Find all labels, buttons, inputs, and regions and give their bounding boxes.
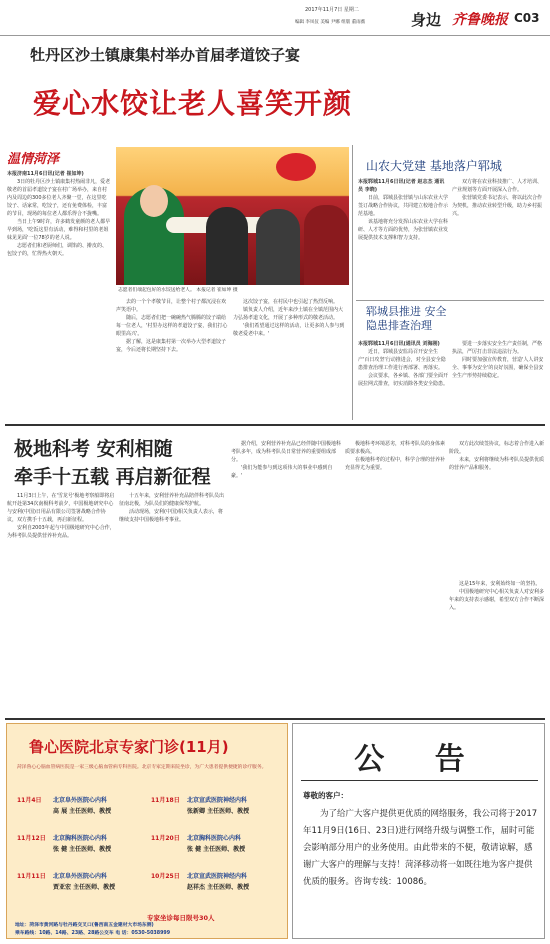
paragraph: 近日，郓城县安监局召开安全生产'百日攻坚'行动推进会，对全县安全隐患排查治理工作进行再部署、再落实。 <box>358 349 446 371</box>
story1-column-2 <box>116 298 228 416</box>
story4-headline-2: 牵手十五载 再启新征程 <box>14 466 211 488</box>
hospital-ad <box>6 723 288 939</box>
story3-byline: 本报郓城11月6日讯(通讯员 刘海刚) <box>358 341 440 347</box>
paragraph: 未来，安利将继续为科考队员提供优质的营养产品和服务。 <box>449 457 545 471</box>
divider <box>356 300 544 301</box>
story4-column-1 <box>7 492 115 714</box>
schedule-entry <box>17 870 145 904</box>
person-figure <box>256 209 300 285</box>
schedule-date: 11月11日 <box>17 873 46 880</box>
paragraph: 这是15年来，安利始终如一的坚持。 <box>459 581 541 587</box>
divider <box>301 780 538 781</box>
paragraph: 极地科考环境恶劣，对科考队员的身体素质要求极高。 <box>345 441 445 455</box>
paragraph: 中国极地研究中心相关负责人对安利多年来的支持表示感谢，希望双方合作不断深入。 <box>449 589 545 611</box>
paragraph: 镇负责人介绍，近年来沙土镇在全镇范围内大力弘扬孝道文化，开展了多种形式的敬老活动。 <box>233 307 344 321</box>
notice-box <box>292 723 545 939</box>
paragraph: 当日上午9时许，许多鹤发童颜的老人都早早到场，'吃饭这里有活动，难得和村里的老姐妹见见面'一位78岁的老人说。 <box>7 219 111 241</box>
schedule-doctor: 高 展 主任医师、教授 <box>53 808 112 815</box>
ad-transport: 乘车路线：10路、14路、23路、28路公交车 电 话：0530-5038999 <box>15 931 171 936</box>
paragraph: 安利自2003年起与中国极地研究中心合作，为科考队员提供营养补充品。 <box>7 525 115 539</box>
schedule-doctor: 张 健 主任医师、教授 <box>187 846 246 853</box>
story4-column-6 <box>449 580 545 714</box>
schedule-hospital: 北京宣武医院神经内科 <box>187 873 248 880</box>
paragraph: 据了解，这是康集村第一次举办大型孝道饺子宴，今后还将长期坚持下去。 <box>116 339 227 353</box>
paragraph: 会议要求，各乡镇、各部门要全面开展拉网式排查，切实消除各类安全隐患。 <box>358 373 448 387</box>
story1-byline: 本报济南11月6日讯(记者 崔如坤) <box>7 171 84 177</box>
schedule-entry <box>151 870 279 904</box>
page-number: C03 <box>514 11 540 25</box>
paragraph: 该基地将充分发挥山东农业大学在科研、人才等方面的优势，为张营镇农业发展提供技术支撑和智力支持。 <box>358 219 448 241</box>
story1-headline: 爱心水饺让老人喜笑开颜 <box>33 87 353 120</box>
ad-schedule <box>17 794 279 914</box>
schedule-doctor: 张 健 主任医师、教授 <box>53 846 112 853</box>
ad-hotline: 专家坐诊每日限号30人 <box>147 914 215 922</box>
story3-column-2 <box>452 340 544 420</box>
story2-headline: 山农大党建 基地落户郓城 <box>366 159 502 173</box>
paragraph: 活动现场，安利(中国)相关负责人表示，将继续支持中国极地科考事业。 <box>119 509 223 523</box>
paragraph: 去的一个个孝敬节目，让整个村子都沉浸在欢声笑语中。 <box>116 299 227 313</box>
story4-column-3 <box>231 440 341 714</box>
notice-body: 为了给广大客户提供更优质的网络服务，我公司将于2017年11月9日(16日、23日)进行网络升级与调整工作，届时可能会影响部分用户的业务使用。由此带来的不便，敬请谅解，感谢广大客户的理解与支持！菏泽移动将一如既往地为客户提供优质的服务。咨询专线：10086。 <box>303 809 538 887</box>
paragraph: 要进一步落实安全生产责任制，严格执法，严厉打击非法违法行为。 <box>452 341 543 355</box>
paragraph: 随后，志愿者们把一碗碗热气腾腾的饺子端给每一位老人，'村里办这样的孝道饺子宴，我们打心眼里高兴'。 <box>116 315 228 337</box>
schedule-entry <box>17 794 145 828</box>
schedule-date: 11月18日 <box>151 797 180 804</box>
story2-byline: 本报郓城11月6日讯(记者 赵志杰 通讯员 李晓) <box>358 179 445 193</box>
photo-caption: 志愿者们端起包好的水饺送给老人。 本报记者 崔如坤 摄 <box>118 288 238 293</box>
notice-salutation: 尊敬的客户： <box>303 791 348 800</box>
schedule-date: 11月20日 <box>151 835 180 842</box>
schedule-doctor: 贾亚宏 主任医师、教授 <box>53 884 116 891</box>
ad-title: 鲁心医院北京专家门诊(11月) <box>29 738 229 756</box>
story2-column-1 <box>358 178 448 298</box>
story1-photo <box>116 147 349 285</box>
story1-column-3 <box>233 298 347 416</box>
page-header <box>0 0 550 36</box>
editors-line: 编辑 李凤仪 美编 尹娜 组版 董雨薇 <box>295 20 366 25</box>
story4-column-4 <box>345 440 445 714</box>
person-figure <box>304 205 349 285</box>
warm-heze-banner: 温情菏泽 <box>7 152 60 167</box>
story4-headline-1: 极地科考 安利相随 <box>14 438 173 460</box>
paragraph: 据介绍，安利营养补充品已经伴随中国极地科考队多年，成为科考队员日常营养的重要组成部分。 <box>231 441 341 463</box>
ad-intro: 菏泽鲁心心脑血管病医院是一家三级心脑血管病专科医院。北京专家定期来院坐诊，为广大患者提供便捷的诊疗服务。 <box>17 765 267 770</box>
schedule-entry <box>151 794 279 828</box>
paragraph: 在极地科考的过程中，科学合理的营养补充显得尤为重要。 <box>345 457 445 471</box>
section-divider <box>5 424 545 426</box>
story2-column-2 <box>452 178 544 298</box>
story3-column-1 <box>358 340 448 420</box>
paragraph: 双方将在农业科技推广、人才培训、产业规划等方面开展深入合作。 <box>452 179 543 193</box>
paragraph: 3日的牡丹区沙土镇康集村热闹非凡，爱老敬老的首届孝道饺子宴在村广场举办，来自村内及周边的300多位老人齐聚一堂，在这里吃饺子、话家常，吃饺子，还有免费体检，丰富的节目，现场的每位老人都乐得合不拢嘴。 <box>7 179 111 217</box>
schedule-date: 11月12日 <box>17 835 46 842</box>
paragraph: 这次饺子宴，在村民中也引起了热烈反响。 <box>243 299 339 305</box>
section-divider <box>5 718 545 720</box>
story3-headline: 郓城县推进 安全隐患排查治理 <box>366 305 447 332</box>
brand-logo: 齐鲁晚报 <box>452 12 508 28</box>
paragraph: '我们希望通过这样的活动，让更多的人参与到敬老爱老中来。' <box>233 323 345 337</box>
schedule-doctor: 赵祥杰 主任医师、教授 <box>187 884 250 891</box>
schedule-entry <box>17 832 145 866</box>
paragraph: '我们为能参与到这项伟大的事业中感到自豪。' <box>231 465 333 479</box>
story1-kicker: 牡丹区沙土镇康集村举办首届孝道饺子宴 <box>30 46 301 64</box>
paragraph: 双方此次续签协议，标志着合作进入新阶段。 <box>449 441 545 455</box>
schedule-hospital: 北京胸科医院心内科 <box>187 835 242 842</box>
story1-column-1 <box>7 170 111 415</box>
section-name: 身边 <box>411 11 442 29</box>
schedule-hospital: 北京阜外医院心内科 <box>53 797 108 804</box>
paragraph: 11月3日上午，在'雪龙号'极地考察船即将启航开赴第34次南极科考前夕，中国极地研究中心与安利(中国)日用品有限公司签署战略合作协议，双方携手十五载，再启新征程。 <box>7 493 115 523</box>
person-figure <box>206 207 248 285</box>
schedule-date: 10月25日 <box>151 873 180 880</box>
schedule-date: 11月4日 <box>17 797 42 804</box>
paragraph: 张营镇党委书记表示，将以此次合作为契机，推动农业转型升级，助力乡村振兴。 <box>452 195 543 217</box>
paragraph: 同时要加强宣传教育，营造'人人讲安全、事事为安全'的良好氛围，确保全县安全生产形势持续稳定。 <box>452 357 544 379</box>
schedule-hospital: 北京胸科医院心内科 <box>53 835 108 842</box>
schedule-hospital: 北京阜外医院心内科 <box>53 873 108 880</box>
paragraph: 日前，郓城县张营镇与山东农业大学签订战略合作协议，共同建立校地合作示范基地。 <box>358 195 448 217</box>
story4-column-5 <box>449 440 545 578</box>
issue-date: 2017年11月7日 星期二 <box>305 7 359 13</box>
schedule-hospital: 北京宣武医院神经内科 <box>187 797 248 804</box>
face-shape <box>140 185 168 217</box>
column-divider <box>352 145 353 420</box>
ad-address: 地址：菏泽市黄河路与牡丹路交叉口(鲁西南五金建材大市场东侧) <box>15 923 154 928</box>
notice-title: 公 告 <box>354 742 485 777</box>
schedule-entry <box>151 832 279 866</box>
schedule-doctor: 张新卿 主任医师、教授 <box>187 808 250 815</box>
paragraph: 志愿者们和老厨师们，调馅的、擀皮的、包饺子的，忙得热火朝天。 <box>7 243 108 257</box>
lantern-shape <box>276 153 316 181</box>
story4-column-2 <box>119 492 227 714</box>
paragraph: 十五年来，安利营养补充品陪伴科考队员出征南北极，为队员们的健康保驾护航。 <box>119 493 225 507</box>
